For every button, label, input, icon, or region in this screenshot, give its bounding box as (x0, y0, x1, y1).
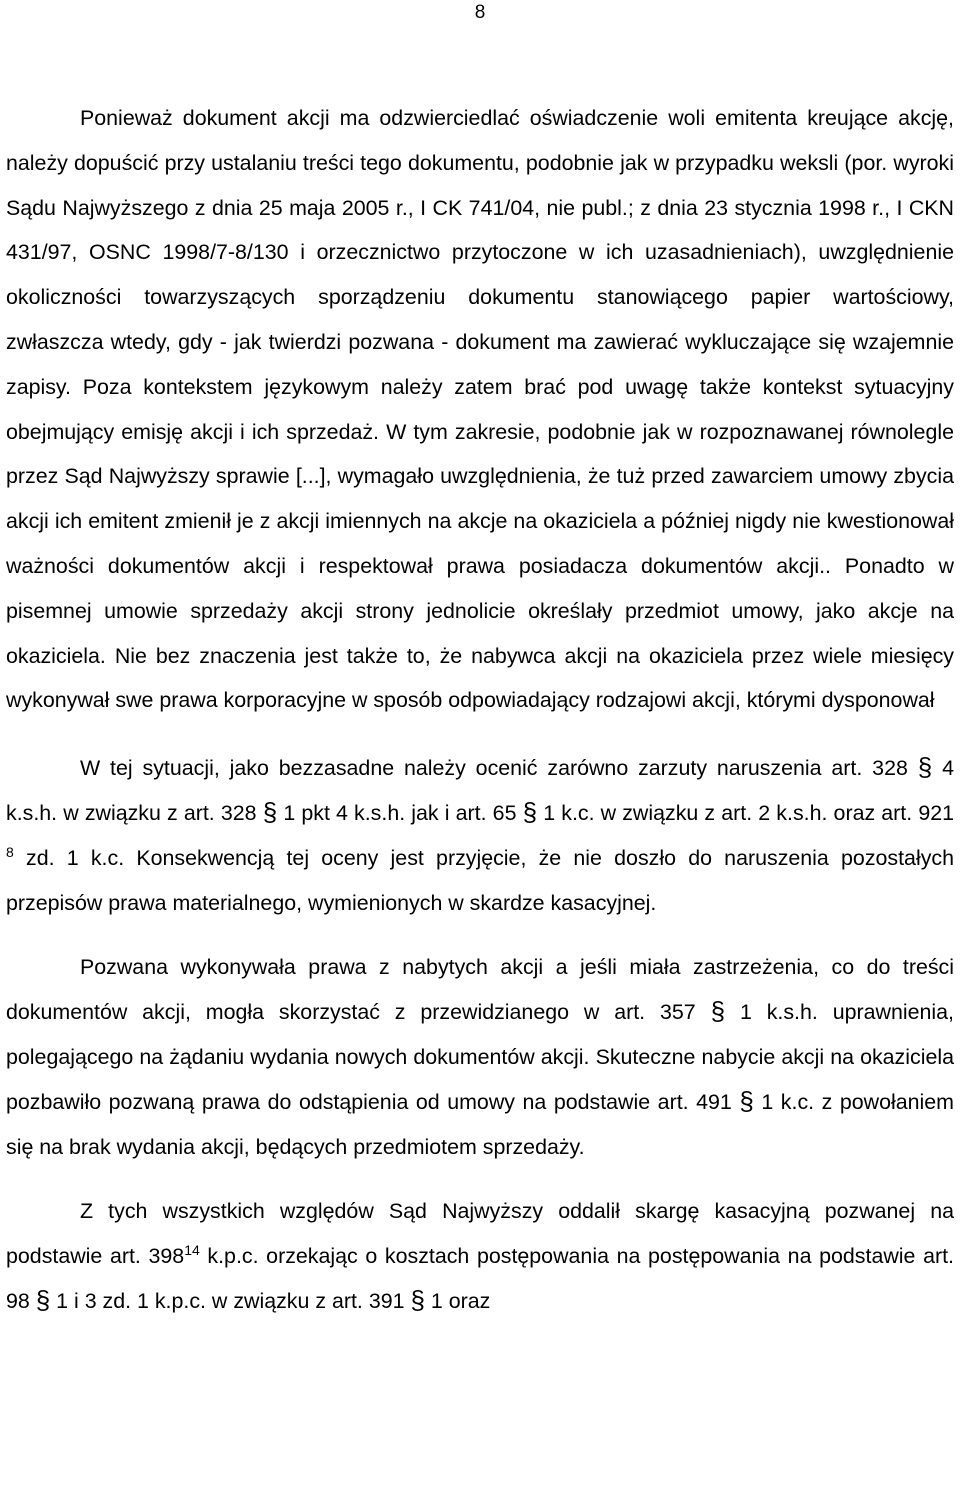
paragraph-3-text-c: 1 k.c. z powołaniem się na brak wydania akcji, będących przedmiotem sprzedaży. (6, 1089, 954, 1159)
section-sign: § (35, 1284, 51, 1315)
paragraph-2 (6, 746, 954, 925)
section-sign: § (917, 752, 933, 783)
superscript: 8 (6, 843, 14, 860)
paragraph-4 (6, 1189, 954, 1323)
section-sign: § (710, 996, 726, 1027)
paragraph-3 (6, 945, 954, 1169)
paragraph-1-text: Ponieważ dokument akcji ma odzwierciedlać oświadczenie woli emitenta kreujące akcję, należy dopuścić przy ustalaniu treści tego dokumentu, podobnie jak w przypadku weksli (por. wyroki Sądu Najwyższego z dnia 25 maja 2005 r., I CK 741/04, nie publ.; z dnia 23 stycznia 1998 r., I CKN 431/97, OSNC 1998/7-8/130 i orzecznictwo przytoczone w ich uzasadnieniach), uwzględnienie okoliczności towarzyszących sporządzeniu dokumentu stanowiącego papier wartościowy, zwłaszcza wtedy, gdy - jak twierdzi pozwana - dokument ma zawierać wykluczające się wzajemnie zapisy. Poza kontekstem językowym należy zatem brać pod uwagę także kontekst sytuacyjny obejmujący emisję akcji i ich sprzedaż. W tym zakresie, podobnie jak w rozpoznawanej równolegle przez Sąd Najwyższy sprawie [...], wymagało uwzględnienia, że tuż przed zawarciem umowy zbycia akcji ich emitent zmienił je z akcji imiennych na akcje na okaziciela a później nigdy nie kwestionował ważności dokumentów akcji i respektował prawa posiadacza dokumentów akcji.. Ponadto w pisemnej umowie sprzedaży akcji strony jednolicie określały przedmiot umowy, jako akcje na okaziciela. Nie bez znaczenia jest także to, że nabywca akcji na okaziciela przez wiele miesięcy wykonywał swe prawa korporacyjne w sposób odpowiadający rodzajowi akcji, którymi dysponował (6, 106, 954, 713)
paragraph-2-text-b: 4 k.s.h. w związku z art. 328 (6, 756, 954, 825)
section-sign: § (739, 1085, 754, 1116)
paragraph-2-text-d: 1 k.c. w związku z art. 2 k.s.h. oraz art. 921 (543, 800, 955, 825)
section-sign: § (410, 1284, 425, 1315)
paragraph-3-text-a: Pozwana wykonywała prawa z nabytych akcji a jeśli miała zastrzeżenia, co do treści dokumentów akcji, mogła skorzystać z przewidzianego w art. 357 (6, 955, 954, 1025)
paragraph-4-text-c: 1 i 3 zd. 1 k.p.c. w związku z art. 391 (56, 1288, 405, 1313)
paragraph-4-text-b: k.p.c. orzekając o kosztach postępowania na postępowania na podstawie art. 98 (6, 1244, 954, 1313)
paragraph-4-text-d: 1 oraz (430, 1288, 491, 1313)
paragraph-2-text-a: W tej sytuacji, jako bezzasadne należy ocenić zarówno zarzuty naruszenia art. 328 (80, 756, 908, 781)
paragraph-4-text-a: Z tych wszystkich względów Sąd Najwyższy oddalił skargę kasacyjną pozwanej na podstawie art. 398 (6, 1199, 954, 1269)
page-number: 8 (474, 2, 486, 23)
paragraph-1 (6, 96, 954, 723)
superscript: 14 (184, 1242, 200, 1259)
paragraph-3-text-b: 1 k.s.h. uprawnienia, polegającego na żądaniu wydania nowych dokumentów akcji. Skuteczne nabycie akcji na okaziciela pozbawiło pozwaną prawa do odstąpienia od umowy na podstawie art. 491 (6, 1000, 954, 1114)
section-sign: § (522, 796, 538, 827)
document-body (6, 96, 954, 1324)
paragraph-2-text-e: zd. 1 k.c. Konsekwencją tej oceny jest przyjęcie, że nie doszło do naruszenia pozostałych przepisów prawa materialnego, wymienionych w skardze kasacyjnej. (6, 845, 954, 915)
paragraph-2-text-c: 1 pkt 4 k.s.h. jak i art. 65 (283, 800, 517, 825)
section-sign: § (262, 796, 278, 827)
